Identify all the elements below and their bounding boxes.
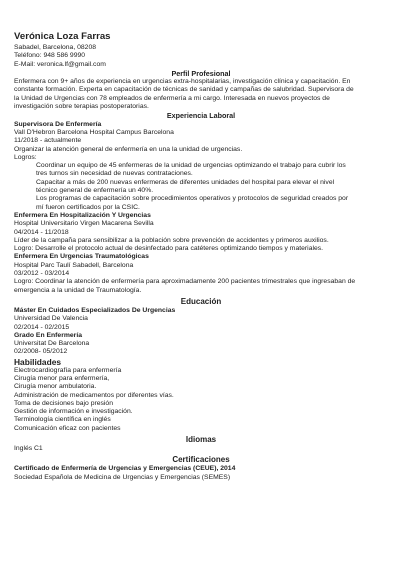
perfil-line: constante formación. Experta en capacitación de técnicas de sanidad y campañas de salubridad. Supervisora de <box>14 86 354 94</box>
skill-item: Cirugía menor para enfermería, <box>14 374 110 382</box>
education-school: Universidad De Valencia <box>14 315 88 323</box>
certification-issuer: Sociedad Española de Medicina de Urgencias y Emergencias (SEMES) <box>14 473 231 481</box>
job-title: Enfermera En Urgencias Traumatológicas <box>14 253 149 261</box>
logro-line: Los programas de capacitación sobre procedimientos operativos y protocolos de seguridad creados por <box>36 195 349 203</box>
logro-item <box>36 162 388 179</box>
logros-label: Logros: <box>14 153 37 161</box>
job-title: Supervisora De Enfermería <box>14 120 102 128</box>
perfil-line: investigación sobre terapias postoperatorias. <box>14 103 149 111</box>
job-line: Líder de la campaña para sensibilizar a la población sobre prevención de accidentes y primeros auxilios. <box>14 236 329 244</box>
certification-title: Certificado de Enfermería de Urgencias y Emergencias (CEUE), 2014 <box>14 465 236 473</box>
section-title-habilidades: Habilidades <box>14 356 62 367</box>
section-title-educacion: Educación <box>180 296 222 306</box>
perfil-line: Enfermera con 9+ años de experiencia en urgencias extra-hospitalarias, investigación clínica y capacitación. En <box>14 78 351 86</box>
logro-item <box>36 179 388 196</box>
skill-item: Electrocardiografía para enfermería <box>14 366 122 374</box>
job-employer: Hospital Universitario Virgen Macarena Sevilla <box>14 220 154 228</box>
job-dates: 04/2014 - 11/2018 <box>14 228 69 236</box>
logro-line: mí fueron certificados por la CSIC. <box>36 203 140 211</box>
logro-line: Coordinar un equipo de 45 enfermeras de la unidad de urgencias optimizando el trabajo para cubrir los <box>36 162 346 170</box>
address: Sabadel, Barcelona, 08208 <box>14 44 97 51</box>
section-title-experiencia: Experiencia Laboral <box>166 111 236 121</box>
education-dates: 02/2008- 05/2012 <box>14 348 68 356</box>
job-employer: Vall D'Hebron Barcelona Hospital Campus Barcelona <box>14 128 174 136</box>
job-dates: 11/2018 - actualmente <box>14 137 82 145</box>
logro-line: Capacitar a más de 200 nuevas enfermeras de diferentes unidades del hospital para elevar el nivel <box>36 178 335 186</box>
education-title: Máster En Cuidados Especializados De Urgencias <box>14 306 176 314</box>
section-title-certificaciones: Certificaciones <box>172 455 230 465</box>
skill-item: Administración de medicamentos por diferentes vías. <box>14 391 174 399</box>
logros-list <box>14 162 388 212</box>
job-dates: 03/2012 - 03/2014 <box>14 270 70 278</box>
skill-item: Cirugía menor ambulatoria. <box>14 383 97 391</box>
job-line: emergencia a la unidad de Traumatología. <box>14 286 142 294</box>
skill-item: Gestión de información e investigación. <box>14 408 133 416</box>
education-school: Universitat De Barcelona <box>14 340 90 348</box>
logro-line: técnico general de enfermería un 40%. <box>36 187 154 195</box>
skill-item: Comunicación eficaz con pacientes <box>14 424 121 432</box>
logro-line: tres turnos sin necesidad de nuevas contrataciones. <box>36 170 193 178</box>
skill-item: Terminología científica en inglés <box>14 416 111 424</box>
email: E-Mail: veronica.lf@gmail.com <box>14 60 106 68</box>
resume-content <box>14 31 388 482</box>
job-employer: Hospital Parc Taulí Sabadell, Barcelona <box>14 261 134 269</box>
perfil-line: la Unidad de Urgencias con 78 empleados de enfermería a mi cargo. Interesada en nuevos proyectos de <box>14 94 330 102</box>
job-description: Organizar la atención general de enfermería en una la unidad de urgencias. <box>14 145 243 153</box>
job-line: Logro: Desarrolle el protocolo actual de desinfectado para catéteres optimizando tiempos y materiales. <box>14 245 324 253</box>
section-title-perfil: Perfil Profesional <box>171 68 231 78</box>
skill-item: Toma de decisiones bajo presión <box>14 399 113 407</box>
candidate-name: Verónica Loza Farras <box>14 31 111 42</box>
job-line: Logro: Coordinar la atención de enfermería para aproximadamente 200 pacientes trimestrales que ingresaban de <box>14 278 356 286</box>
education-title: Grado En Enfermería <box>14 331 82 339</box>
logro-item <box>36 195 388 212</box>
phone: Teléfono: 948 586 9990 <box>14 52 86 60</box>
section-title-idiomas: Idiomas <box>185 435 217 445</box>
job-title: Enfermera En Hospitalización Y Urgencias <box>14 211 151 219</box>
language-item: Inglés C1 <box>14 445 43 453</box>
education-dates: 02/2014 - 02/2015 <box>14 323 70 331</box>
